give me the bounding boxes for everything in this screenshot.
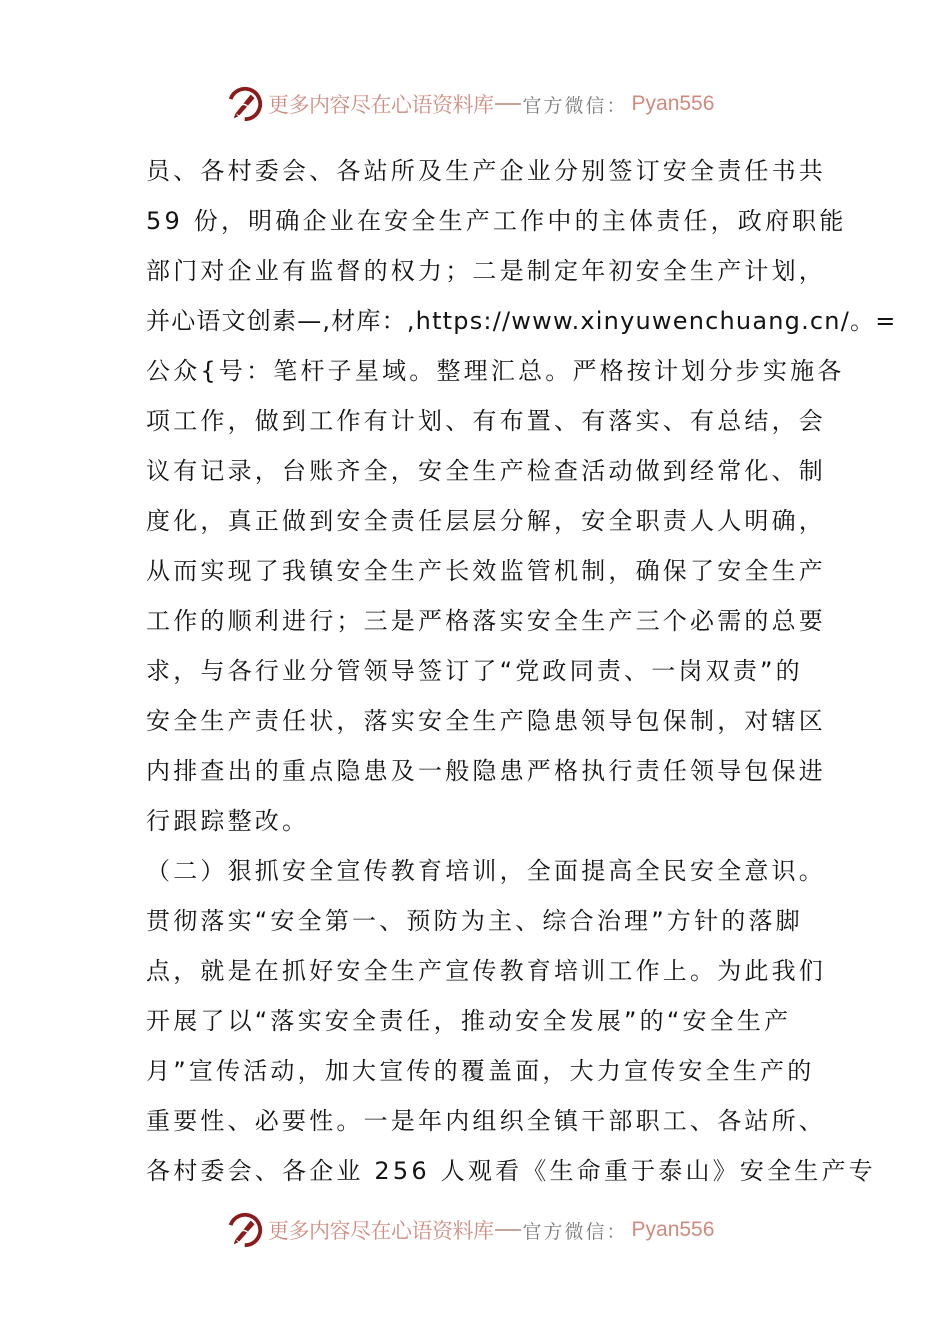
text-line: 求，与各行业分管领导签订了“党政同责、一岗双责”的 xyxy=(146,657,803,685)
watermark-wechat-id: Pyan556 xyxy=(631,1218,715,1241)
text-line: 内排查出的重点隐患及一般隐患严格执行责任领导包保进 xyxy=(146,757,826,785)
watermark-wechat-id: Pyan556 xyxy=(631,92,715,115)
text-line: 度化，真正做到安全责任层层分解，安全职责人人明确， xyxy=(146,507,826,535)
watermark-wechat-label: 官方微信： xyxy=(522,94,628,117)
document-body xyxy=(146,146,897,1196)
text-line: 议有记录，台账齐全，安全生产检查活动做到经常化、制 xyxy=(146,457,826,485)
text-line: 各村委会、各企业 256 人观看《生命重于泰山》安全生产专 xyxy=(146,1157,876,1185)
text-line: 行跟踪整改。 xyxy=(146,807,310,835)
watermark-separator xyxy=(495,1229,521,1231)
text-line: 从而实现了我镇安全生产长效监管机制，确保了安全生产 xyxy=(146,557,826,585)
text-line: 点，就是在抓好安全生产宣传教育培训工作上。为此我们 xyxy=(146,957,826,985)
text-line-with-url: 并心语文创素—,材库：,https://www.xinyuwenchuang.cn/。= xyxy=(146,307,897,335)
text-line: 开展了以“落实安全责任，推动安全发展”的“安全生产 xyxy=(146,1007,792,1035)
section-heading-line: （二）狠抓安全宣传教育培训，全面提高全民安全意识。 xyxy=(146,857,826,885)
footer-watermark xyxy=(226,1210,726,1250)
header-watermark xyxy=(226,84,726,124)
text-line: 59 份，明确企业在安全生产工作中的主体责任，政府职能 xyxy=(146,207,847,235)
watermark-wechat-label: 官方微信： xyxy=(522,1220,628,1243)
text-line: 月”宣传活动，加大宣传的覆盖面，大力宣传安全生产的 xyxy=(146,1057,815,1085)
watermark-brand-text: 更多内容尽在心语资料库 xyxy=(268,93,494,117)
text-line: 安全生产责任状，落实安全生产隐患领导包保制，对辖区 xyxy=(146,707,826,735)
watermark-separator xyxy=(495,103,521,105)
text-line: 重要性、必要性。一是年内组织全镇干部职工、各站所、 xyxy=(146,1107,826,1135)
text-line: 公众{号：笔杆子星域。整理汇总。严格按计划分步实施各 xyxy=(146,357,845,385)
text-line: 工作的顺利进行；三是严格落实安全生产三个必需的总要 xyxy=(146,607,826,635)
text-line: 员、各村委会、各站所及生产企业分别签订安全责任书共 xyxy=(146,157,826,185)
quill-pen-logo-icon xyxy=(226,1211,264,1249)
quill-pen-logo-icon xyxy=(226,85,264,123)
text-line: 部门对企业有监督的权力；二是制定年初安全生产计划， xyxy=(146,257,826,285)
text-line: 项工作，做到工作有计划、有布置、有落实、有总结，会 xyxy=(146,407,826,435)
watermark-brand-text: 更多内容尽在心语资料库 xyxy=(268,1219,494,1243)
text-line: 贯彻落实“安全第一、预防为主、综合治理”方针的落脚 xyxy=(146,907,803,935)
